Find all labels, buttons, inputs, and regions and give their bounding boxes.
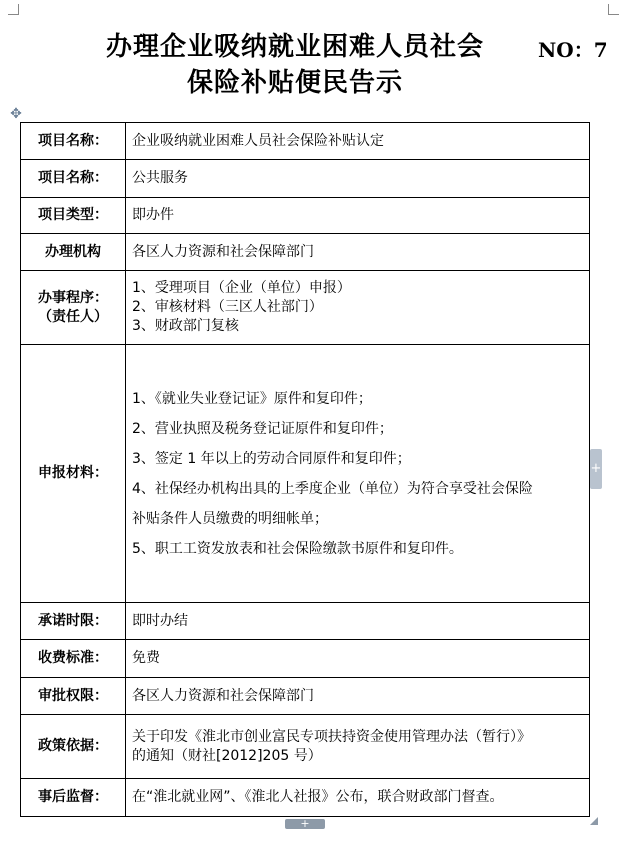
material-item: 5、职工工资发放表和社会保险缴款书原件和复印件。 [132,540,463,557]
table-row [21,198,590,234]
table-row [21,640,590,678]
row-label: 项目名称： [21,123,126,160]
policy-basis [126,715,590,779]
policy-line: 关于印发《淮北市创业富民专项扶持资金使用管理办法（暂行）》 [132,728,531,745]
document-subtitle: 保险补贴便民告示 [186,68,403,98]
document-number: NO：7 [538,38,608,62]
row-label: 项目类型： [21,198,126,234]
step-item: 1、受理项目（企业（单位）申报） [132,280,351,296]
table-row [21,160,590,198]
policy-line: 的通知（财社[2012]205 号） [132,747,322,764]
margin-corner-mark [8,4,19,15]
add-column-plus-icon[interactable]: + [590,449,602,489]
row-value: 公共服务 [126,160,590,198]
material-item: 1、《就业失业登记证》原件和复印件； [132,390,372,407]
row-value: 即时办结 [126,603,590,640]
table-row [21,715,590,779]
add-row-plus-icon[interactable]: + [285,819,325,829]
material-item: 2、营业执照及税务登记证原件和复印件； [132,420,393,437]
table-row [21,603,590,640]
row-label: 审批权限： [21,678,126,715]
row-label: 办理机构 [21,234,126,271]
step-item: 3、财政部门复核 [132,318,239,334]
row-value: 在“淮北就业网”、《淮北人社报》公布，联合财政部门督查。 [126,779,590,817]
row-label: 政策依据： [21,715,126,779]
row-label: 事后监督： [21,779,126,817]
row-label: 项目名称： [21,160,126,198]
row-value: 各区人力资源和社会保障部门 [126,234,590,271]
step-item: 2、审核材料（三区人社部门） [132,299,323,315]
material-item: 3、签定 1 年以上的劳动合同原件和复印件； [132,450,411,467]
procedure-steps [126,271,590,345]
document-title: 办理企业吸纳就业困难人员社会 [105,32,484,62]
row-value: 各区人力资源和社会保障部门 [126,678,590,715]
materials-list [126,345,590,603]
table-row [21,345,590,603]
material-item: 补贴条件人员缴费的明细帐单； [132,510,328,527]
row-label: 申报材料： [21,345,126,603]
label-line: （责任人） [38,308,108,325]
table-move-handle-icon[interactable]: ✥ [10,106,22,122]
row-label: 承诺时限： [21,603,126,640]
row-label [21,271,126,345]
row-label: 收费标准： [21,640,126,678]
table-row [21,678,590,715]
table-resize-icon[interactable] [590,817,598,825]
table-row [21,234,590,271]
label-line: 办事程序： [38,289,108,306]
row-value: 即办件 [126,198,590,234]
table-row [21,271,590,345]
material-item: 4、社保经办机构出具的上季度企业（单位）为符合享受社会保险 [132,480,533,497]
row-value: 免费 [126,640,590,678]
notice-table [20,122,590,817]
margin-corner-mark [608,4,619,15]
row-value: 企业吸纳就业困难人员社会保险补贴认定 [126,123,590,160]
table-row [21,779,590,817]
table-row [21,123,590,160]
